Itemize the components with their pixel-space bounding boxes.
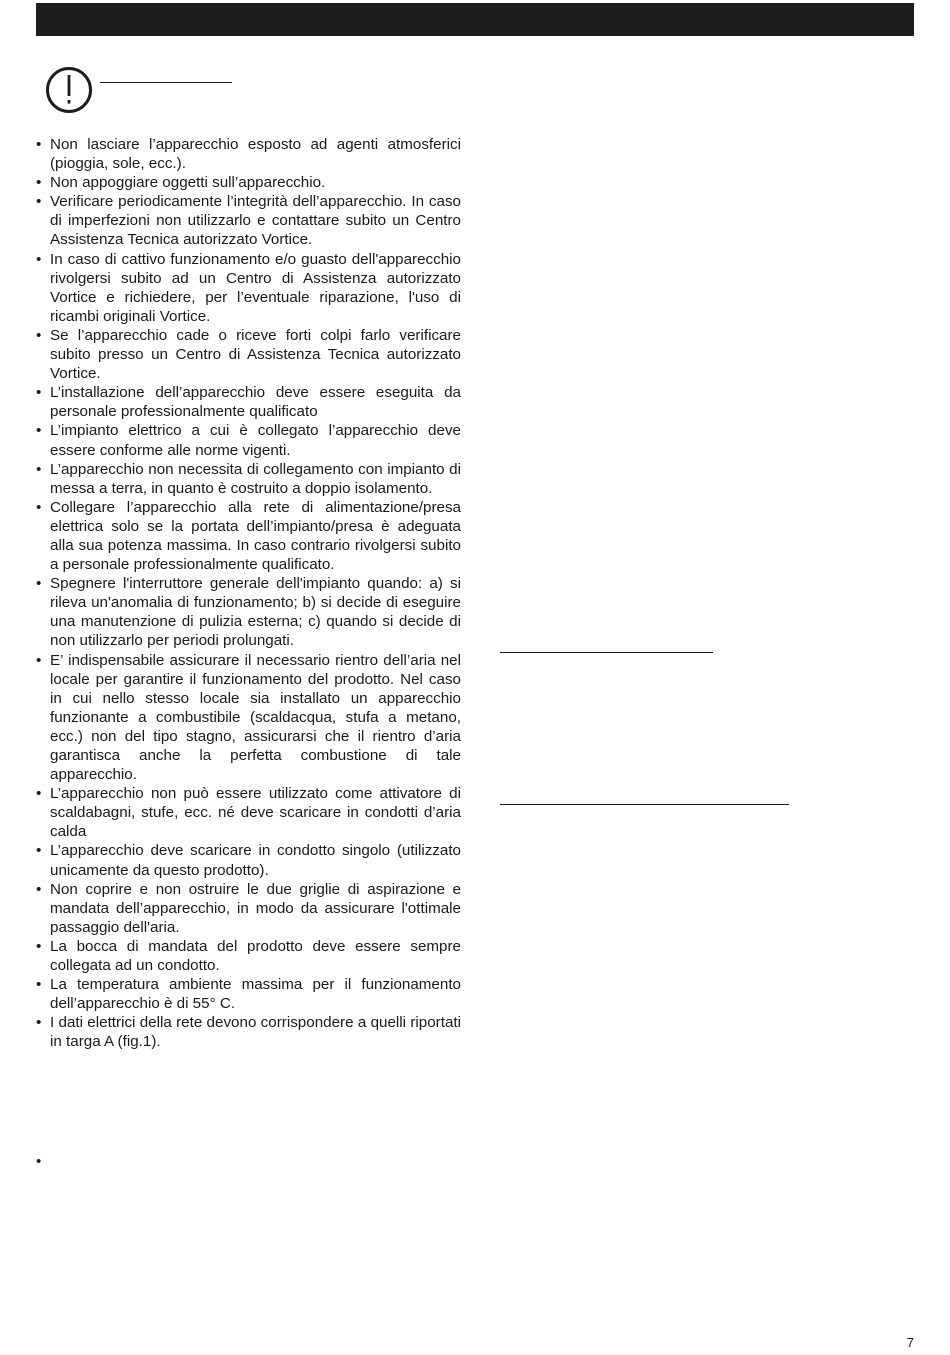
list-item	[36, 937, 461, 975]
warning-text: Non coprire e non ostruire le due griglie di aspirazione e mandata dell’apparecchio, in modo da assicurare l'ottimale passaggio dell'aria.	[50, 880, 461, 936]
warning-text: L’apparecchio non necessita di collegamento con impianto di messa a terra, in quanto è costruito a doppio isolamento.	[50, 460, 461, 497]
warning-text: E’ indispensabile assicurare il necessario rientro dell’aria nel locale per garantire il funzionamento del prodotto. Nel caso in cui nello stesso locale sia installato un apparecchio funzionante a combustibile (scaldacqua, stufa a metano, ecc.) non del tipo stagno, assicurarsi che il rientro d’aria garantisca anche la perfetta combustione di tale apparecchio.	[50, 651, 461, 784]
section-rule	[500, 652, 713, 653]
list-item	[36, 880, 461, 937]
warning-text: L’apparecchio deve scaricare in condotto singolo (utilizzato unicamente da questo prodotto).	[50, 842, 461, 879]
list-item	[36, 651, 461, 785]
bullet: •	[36, 1014, 42, 1032]
bullet: •	[36, 651, 42, 669]
list-item	[36, 173, 461, 192]
bullet: •	[36, 136, 42, 153]
list-item	[36, 135, 461, 173]
empty-bullet: •	[36, 1153, 42, 1170]
warning-text: Non lasciare l’apparecchio esposto ad agenti atmosferici (pioggia, sole, ecc.).	[50, 136, 461, 173]
bullet: •	[36, 880, 42, 898]
list-item	[36, 1013, 461, 1051]
list-item	[36, 250, 461, 326]
list-item	[36, 574, 461, 650]
list-item	[36, 975, 461, 1013]
bullet: •	[36, 842, 42, 860]
list-item	[36, 784, 461, 841]
bullet: •	[36, 193, 42, 211]
list-item	[36, 326, 461, 383]
bullet: •	[36, 498, 42, 516]
warning-text: Se l’apparecchio cade o riceve forti colpi farlo verificare subito presso un Centro di Assistenza Tecnica autorizzato Vortice.	[50, 326, 461, 383]
list-item	[36, 421, 461, 459]
warning-text: L’impianto elettrico a cui è collegato l’apparecchio deve essere conforme alle norme vigenti.	[50, 422, 461, 459]
bullet: •	[36, 250, 42, 268]
bullet: •	[36, 976, 42, 994]
warning-text: I dati elettrici della rete devono corrispondere a quelli riportati in targa A (fig.1).	[50, 1014, 461, 1051]
bullet: •	[36, 326, 42, 344]
warning-text: La temperatura ambiente massima per il funzionamento dell’apparecchio è di 55° C.	[50, 976, 461, 1013]
list-item	[36, 841, 461, 879]
page-number: 7	[906, 1335, 914, 1350]
warning-exclamation-icon	[45, 66, 93, 114]
list-item	[36, 192, 461, 249]
list-item	[36, 383, 461, 421]
bullet: •	[36, 575, 42, 593]
warning-text: Verificare periodicamente l’integrità dell’apparecchio. In caso di imperfezioni non utilizzarlo e contattare subito un Centro Assistenza Tecnica autorizzato Vortice.	[50, 193, 461, 249]
bullet: •	[36, 785, 42, 803]
bullet: •	[36, 460, 42, 478]
list-item	[36, 498, 461, 574]
warning-text: In caso di cattivo funzionamento e/o guasto dell'apparecchio rivolgersi subito ad un Centro di Assistenza autorizzato Vortice e richiedere, per l’eventuale riparazione, l'uso di ricambi originali Vortice.	[50, 250, 461, 325]
bullet: •	[36, 174, 42, 192]
section-rule	[500, 804, 789, 805]
warning-text: Spegnere l'interruttore generale dell'impianto quando: a) si rileva un'anomalia di funzionamento; b) si decide di eseguire una manutenzione di pulizia esterna; c) quando si decide di non utilizzarlo per periodi prolungati.	[50, 575, 461, 650]
heading-underline	[100, 82, 232, 83]
bullet: •	[36, 422, 42, 440]
bullet: •	[36, 937, 42, 955]
warnings-list	[36, 135, 461, 1052]
warning-text: Collegare l’apparecchio alla rete di alimentazione/presa elettrica solo se la portata dell’impianto/presa è adeguata alla sua potenza massima. In caso contrario rivolgersi subito a personale professionalmente qualificato.	[50, 498, 461, 574]
warning-text: L’installazione dell’apparecchio deve essere eseguita da personale professionalmente qualificato	[50, 384, 461, 421]
warning-text: L’apparecchio non può essere utilizzato come attivatore di scaldabagni, stufe, ecc. né deve scaricare in condotti d’aria calda	[50, 785, 461, 841]
warning-text: Non appoggiare oggetti sull’apparecchio.	[50, 174, 326, 192]
list-item	[36, 460, 461, 498]
bullet: •	[36, 384, 42, 402]
header-bar	[36, 3, 914, 36]
warning-text: La bocca di mandata del prodotto deve essere sempre collegata ad un condotto.	[50, 937, 461, 975]
